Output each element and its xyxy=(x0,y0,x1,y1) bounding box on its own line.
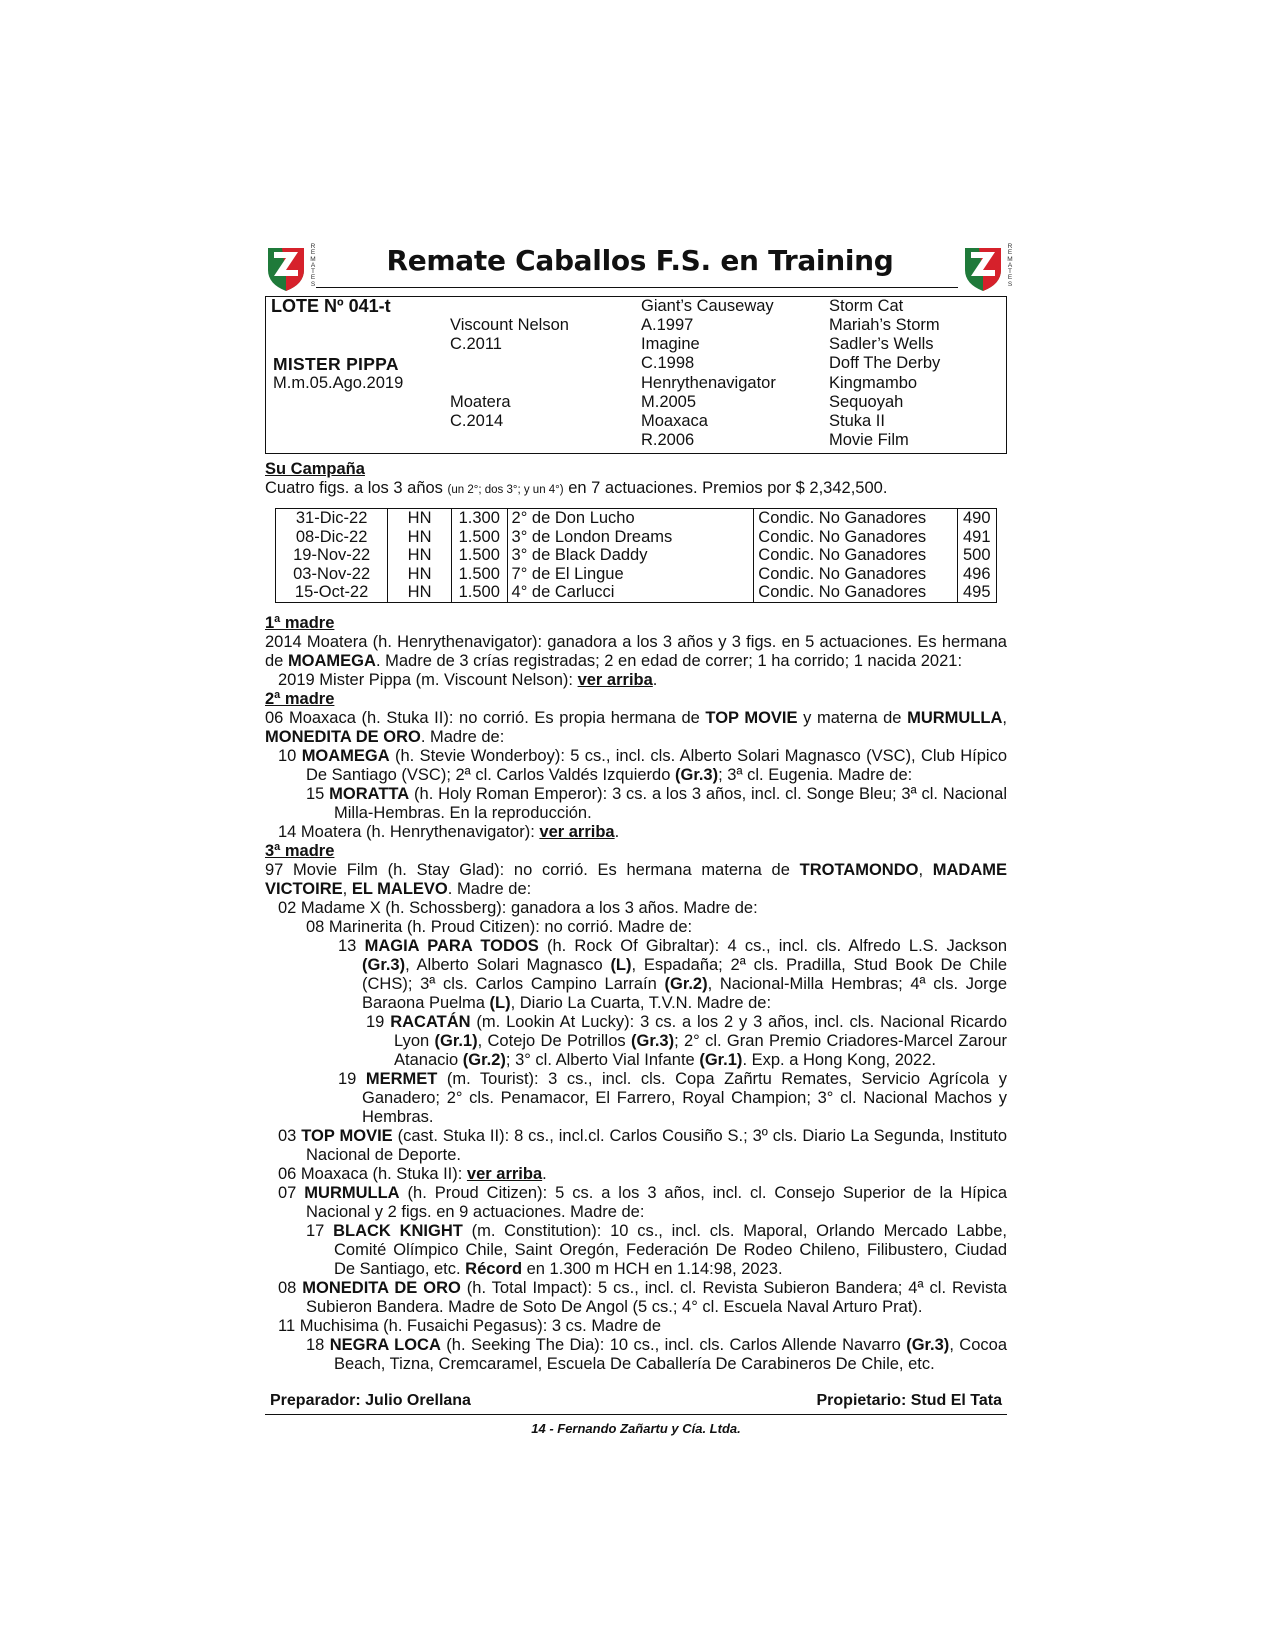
text: (m. Tourist): 3 cs., incl. cls. Copa Zañrtu Remates, Servicio Agrícola y Ganadero; 2° cls. Penamacor, El Farrero, Royal Champion; 3° cl. Nacional Machos y Hembras. xyxy=(362,1070,1007,1126)
offspring-entry xyxy=(338,937,1007,1013)
footer-divider xyxy=(265,1414,1007,1415)
lot-number: LOTE Nº 041-t xyxy=(271,296,391,316)
grandparent-name: Giant’s Causeway xyxy=(641,297,774,315)
race-number: 496 xyxy=(957,565,996,584)
offspring-entry: 08 Marinerita (h. Proud Citizen): no corrió. Madre de: xyxy=(306,918,693,936)
grade-highlight: (Gr.3) xyxy=(906,1336,950,1354)
title-divider xyxy=(316,287,958,288)
page-title: Remate Caballos F.S. en Training xyxy=(386,244,894,277)
text: (cast. Stuka II): 8 cs., incl.cl. Carlos Cousiño S.; 3º cls. Diario La Segunda, Instituto Nacional de Deporte. xyxy=(306,1127,1007,1164)
race-table xyxy=(275,508,997,603)
text: (m. Lookin At Lucky): 3 cs. a los 2 y 3 años, incl. cls. Nacional Ricardo Lyon xyxy=(394,1013,1007,1050)
grandparent-info: R.2006 xyxy=(641,431,695,449)
race-condition: Condic. No Ganadores xyxy=(754,528,957,547)
offspring-entry xyxy=(338,1070,1007,1127)
text: 07 xyxy=(278,1184,305,1202)
record-highlight: Récord xyxy=(465,1260,523,1278)
horse-highlight: MAGIA PARA TODOS xyxy=(364,937,539,955)
race-date: 19-Nov-22 xyxy=(293,546,371,564)
grandparent-info: C.1998 xyxy=(641,354,695,372)
text: 19 xyxy=(366,1013,391,1031)
text: . xyxy=(542,1165,547,1183)
table-row xyxy=(276,565,997,584)
first-dam-text xyxy=(265,633,1007,671)
table-row xyxy=(276,528,997,547)
horse-highlight: RACATÁN xyxy=(390,1013,471,1031)
horse-highlight: TROTAMONDO xyxy=(799,861,919,879)
third-dam-heading: 3ª madre xyxy=(265,842,335,860)
campaign-summary-detail: (un 2°; dos 3°; y un 4°) xyxy=(447,484,564,496)
text: 2014 Moatera (h. Henrythenavigator): ganadora a los 3 años y 3 figs. en 5 actuaciones. Es hermana de xyxy=(265,633,1007,670)
horse-highlight: TOP MOVIE xyxy=(705,709,798,727)
race-condition: Condic. No Ganadores xyxy=(754,583,957,602)
race-condition: Condic. No Ganadores xyxy=(754,546,957,565)
table-row xyxy=(276,546,997,565)
text: 08 xyxy=(278,1279,303,1297)
offspring-entry xyxy=(278,1184,1007,1222)
text: 10 xyxy=(278,747,302,765)
race-condition: Condic. No Ganadores xyxy=(754,509,957,528)
race-result: 3° de London Dreams xyxy=(507,528,754,547)
grade-highlight: (Gr.3) xyxy=(362,956,406,974)
text: 15 xyxy=(306,785,330,803)
see-above-link[interactable]: ver arriba xyxy=(577,671,653,689)
grade-highlight: (L) xyxy=(489,994,511,1012)
horse-highlight: MURMULLA xyxy=(907,709,1003,727)
offspring-entry xyxy=(306,1336,1007,1374)
race-distance: 1.500 xyxy=(451,546,507,565)
text: (h. Holy Roman Emperor): 3 cs. a los 3 años, incl. cl. Songe Bleu; 3ª cl. Nacional Milla-Hembras. En la reproducción. xyxy=(334,785,1008,822)
logo-letters: R E M A T E S xyxy=(1007,243,1013,288)
offspring-entry xyxy=(278,1279,1007,1317)
pedigree-box xyxy=(265,296,1007,454)
race-distance: 1.500 xyxy=(451,528,507,547)
horse-highlight: MORATTA xyxy=(329,785,410,803)
great-grandparent: Mariah’s Storm xyxy=(829,316,940,334)
great-grandparent: Stuka II xyxy=(829,412,885,430)
grandparent-name: Imagine xyxy=(641,335,700,353)
race-track: HN xyxy=(388,546,452,565)
grandparent-name: Moaxaca xyxy=(641,412,708,430)
horse-highlight: MONEDITA DE ORO xyxy=(265,728,421,746)
race-number: 495 xyxy=(957,583,996,602)
grade-highlight: (L) xyxy=(610,956,632,974)
race-date: 15-Oct-22 xyxy=(294,583,369,601)
race-condition: Condic. No Ganadores xyxy=(754,565,957,584)
text: y materna de xyxy=(797,709,908,727)
sire-name: Viscount Nelson xyxy=(450,316,569,334)
horse-highlight: MADAME VICTOIRE xyxy=(265,861,1007,898)
race-number: 491 xyxy=(957,528,996,547)
text: (h. Seeking The Dia): 10 cs., incl. cls. Carlos Allende Navarro xyxy=(440,1336,907,1354)
text: , xyxy=(918,861,933,879)
great-grandparent: Movie Film xyxy=(829,431,909,449)
horse-highlight: MURMULLA xyxy=(304,1184,400,1202)
text: , Cotejo De Potrillos xyxy=(477,1032,631,1050)
text: . xyxy=(652,671,658,689)
page-footer: 14 - Fernando Zañartu y Cía. Ltda. xyxy=(531,1421,741,1436)
second-dam-heading: 2ª madre xyxy=(265,690,335,708)
grade-highlight: (Gr.1) xyxy=(699,1051,743,1069)
race-date: 03-Nov-22 xyxy=(293,564,371,583)
great-grandparent: Storm Cat xyxy=(829,297,904,315)
text: ; 3ª cl. Eugenia. Madre de: xyxy=(718,766,913,784)
grade-highlight: (Gr.1) xyxy=(434,1032,478,1050)
grade-highlight: (Gr.3) xyxy=(674,766,719,784)
horse-highlight: EL MALEVO xyxy=(351,880,448,898)
text: en 1.300 m HCH en 1.14:98, 2023. xyxy=(522,1260,783,1278)
text: (h. Proud Citizen): 5 cs. a los 3 años, incl. cl. Consejo Superior de la Hípica Nacional y 2 figs. en 9 actuaciones. Madre de: xyxy=(306,1184,1007,1221)
text: ; 3° cl. Alberto Vial Infante xyxy=(505,1051,700,1069)
text: ; 2° cl. Gran Premio Criadores-Marcel Zarour Atanacio xyxy=(394,1032,1007,1069)
text: , Alberto Solari Magnasco xyxy=(405,956,611,974)
great-grandparent: Sadler’s Wells xyxy=(829,335,934,353)
text: . xyxy=(614,823,620,841)
text: . Exp. a Hong Kong, 2022. xyxy=(742,1051,936,1069)
great-grandparent: Sequoyah xyxy=(829,393,904,411)
offspring-entry xyxy=(366,1013,1007,1070)
campaign-summary-text: Cuatro figs. a los 3 años xyxy=(265,479,443,497)
offspring-entry xyxy=(278,671,1007,690)
offspring-entry: 11 Muchisima (h. Fusaichi Pegasus): 3 cs. Madre de xyxy=(278,1317,662,1335)
horse-name: MISTER PIPPA xyxy=(273,354,399,374)
remates-logo xyxy=(961,244,1015,292)
third-dam-text xyxy=(265,861,1007,899)
logo-letters: R E M A T E S xyxy=(310,243,316,288)
offspring-entry xyxy=(278,747,1007,785)
text: (m. Constitution): 10 cs., incl. cls. Maporal, Orlando Mercado Labbe, Comité Olímpico Chile, Saint Oregón, Federación De Rodeo Chileno, Filibustero, Ciudad De Santiago, etc. xyxy=(334,1222,1007,1278)
race-date: 08-Dic-22 xyxy=(295,527,368,546)
horse-highlight: TOP MOVIE xyxy=(301,1127,393,1145)
text: , xyxy=(1002,709,1007,727)
race-distance: 1.500 xyxy=(451,583,507,602)
text: 19 xyxy=(338,1070,366,1088)
see-above-link[interactable]: ver arriba xyxy=(466,1165,543,1183)
text: . Madre de: xyxy=(420,728,505,746)
owner-label: Propietario: Stud El Tata xyxy=(816,1392,1002,1409)
race-track: HN xyxy=(388,509,452,528)
text: (h. Rock Of Gibraltar): 4 cs., incl. cls. Alfredo L.S. Jackson xyxy=(538,937,1008,955)
offspring-entry xyxy=(278,1165,1007,1184)
sire-info: C.2011 xyxy=(450,335,502,353)
campaign-heading: Su Campaña xyxy=(265,460,365,478)
text: 2019 Mister Pippa (m. Viscount Nelson): xyxy=(278,671,578,689)
horse-highlight: NEGRA LOCA xyxy=(329,1336,441,1354)
second-dam-text xyxy=(265,709,1007,747)
text: 17 xyxy=(306,1222,334,1240)
text: . Madre de 3 crías registradas; 2 en edad de correr; 1 ha corrido; 1 nacida 2021: xyxy=(375,652,963,670)
horse-highlight: MERMET xyxy=(365,1070,438,1088)
race-distance: 1.300 xyxy=(451,509,507,528)
table-row xyxy=(276,583,997,602)
great-grandparent: Doff The Derby xyxy=(829,354,941,372)
first-dam-heading: 1ª madre xyxy=(265,614,335,632)
text: , xyxy=(342,880,352,898)
race-result: 2° de Don Lucho xyxy=(507,509,754,528)
offspring-entry xyxy=(306,1222,1007,1279)
text: 06 Moaxaca (h. Stuka II): xyxy=(278,1165,467,1183)
text: 14 Moatera (h. Henrythenavigator): xyxy=(278,823,540,841)
text: , Nacional-Milla Hembras; 4ª cls. Jorge Baraona Puelma xyxy=(362,975,1007,1012)
text: (h. Stevie Wonderboy): 5 cs., incl. cls. Alberto Solari Magnasco (VSC), Club Hípico De Santiago (VSC); 2ª cl. Carlos Valdés Izquierdo xyxy=(306,747,1007,784)
dam-name: Moatera xyxy=(450,393,511,411)
grade-highlight: (Gr.3) xyxy=(630,1032,675,1050)
race-date: 31-Dic-22 xyxy=(295,509,368,527)
trainer-label: Preparador: Julio Orellana xyxy=(270,1392,471,1409)
horse-highlight: MOAMEGA xyxy=(287,652,376,670)
grade-highlight: (Gr.2) xyxy=(664,975,708,993)
grandparent-info: M.2005 xyxy=(641,393,697,411)
logo-shield-icon xyxy=(961,244,1005,292)
text: . Madre de: xyxy=(447,880,532,898)
text: 18 xyxy=(306,1336,330,1354)
race-result: 7° de El Lingue xyxy=(507,565,754,584)
text: 06 Moaxaca (h. Stuka II): no corrió. Es propia hermana de xyxy=(265,709,706,727)
logo-shield-icon xyxy=(264,244,308,292)
remates-logo xyxy=(264,244,318,292)
see-above-link[interactable]: ver arriba xyxy=(539,823,615,841)
text: , Espadaña; 2ª cls. Pradilla, Stud Book De Chile (CHS); 3ª cls. Carlos Campino Larraín xyxy=(362,956,1007,993)
grandparent-name: Henrythenavigator xyxy=(641,374,776,392)
offspring-entry xyxy=(278,1127,1007,1165)
offspring-entry xyxy=(278,823,1007,842)
race-track: HN xyxy=(388,583,452,602)
offspring-entry: 02 Madame X (h. Schossberg): ganadora a los 3 años. Madre de: xyxy=(278,899,758,917)
text: , Cocoa Beach, Tizna, Cremcaramel, Escuela De Caballería De Carabineros De Chile, etc. xyxy=(334,1336,1007,1373)
horse-highlight: BLACK KNIGHT xyxy=(333,1222,463,1240)
race-number: 490 xyxy=(957,509,996,528)
text: 03 xyxy=(278,1127,302,1145)
horse-highlight: MOAMEGA xyxy=(301,747,390,765)
great-grandparent: Kingmambo xyxy=(829,374,918,392)
race-result: 4° de Carlucci xyxy=(507,583,754,602)
campaign-summary-text: en 7 actuaciones. Premios por $ 2,342,500. xyxy=(568,479,888,497)
text: (h. Total Impact): 5 cs., incl. cl. Revista Subieron Bandera; 4ª cl. Revista Subieron Bandera. Madre de Soto De Angol (5 cs.; 4° cl. Escuela Naval Arturo Prat). xyxy=(306,1279,1007,1316)
race-result: 3° de Black Daddy xyxy=(507,546,754,565)
race-track: HN xyxy=(388,565,452,584)
horse-info: M.m.05.Ago.2019 xyxy=(273,374,404,392)
text: , Diario La Cuarta, T.V.N. Madre de: xyxy=(510,994,772,1012)
dam-info: C.2014 xyxy=(450,412,504,430)
campaign-summary xyxy=(265,479,887,500)
text: 13 xyxy=(338,937,365,955)
grade-highlight: (Gr.2) xyxy=(462,1051,506,1069)
grandparent-info: A.1997 xyxy=(641,316,694,334)
text: 97 Movie Film (h. Stay Glad): no corrió. Es hermana materna de xyxy=(265,861,800,879)
race-number: 500 xyxy=(957,546,996,565)
race-track: HN xyxy=(388,528,452,547)
race-distance: 1.500 xyxy=(451,565,507,584)
horse-highlight: MONEDITA DE ORO xyxy=(302,1279,461,1297)
offspring-entry xyxy=(306,785,1007,823)
table-row xyxy=(276,509,997,528)
